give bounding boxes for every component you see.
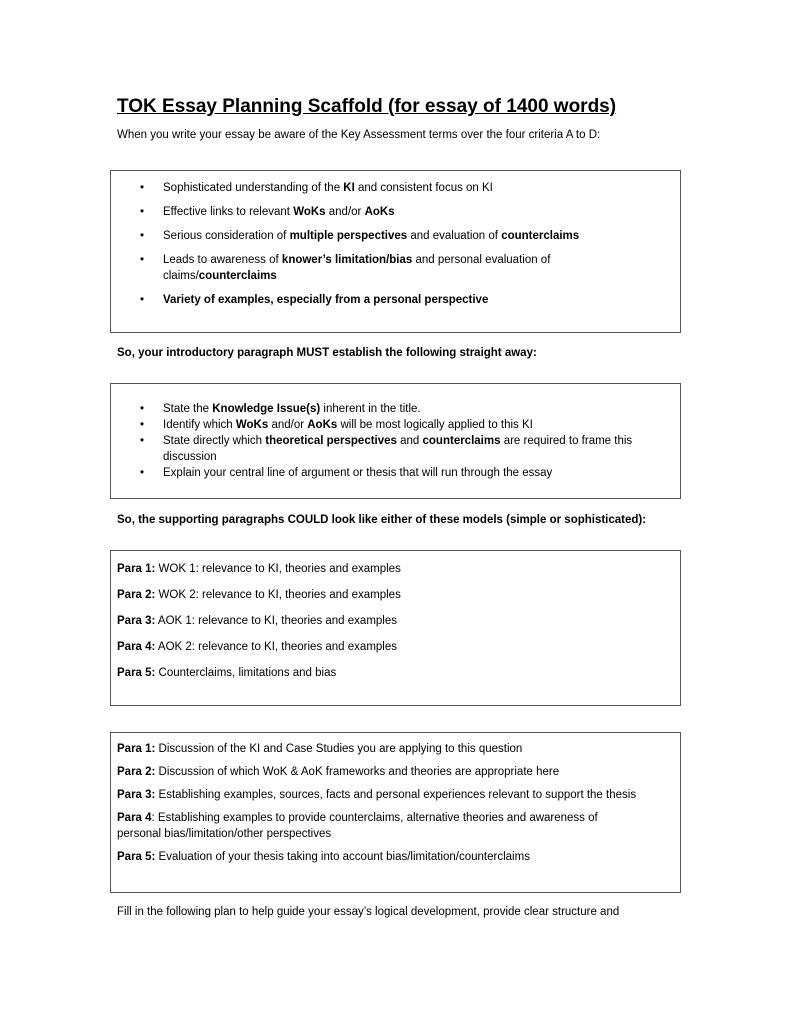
bullet-text-segment: State the — [163, 403, 213, 415]
bullet-text-segment: counterclaims — [198, 270, 277, 282]
bullet-text-segment: Leads to awareness of — [163, 254, 282, 266]
bullet-text-segment: theoretical perspectives — [265, 435, 397, 447]
intro-text: When you write your essay be aware of the Key Assessment terms over the four criteria A to D: — [117, 129, 601, 141]
simple-model-list — [111, 561, 680, 681]
model-paragraph — [111, 639, 680, 655]
paragraph-label: Para 2: — [117, 589, 156, 601]
bullet-text-segment: are required to frame this discussion — [163, 435, 633, 463]
paragraph-text: Evaluation of your thesis taking into account bias/limitation/counterclaims — [155, 851, 530, 863]
bullet-text-segment: State directly which — [163, 435, 266, 447]
model-paragraph — [111, 764, 680, 780]
bullet-item — [111, 433, 680, 465]
paragraph-label: Para 2: — [117, 766, 156, 778]
bullet-item — [111, 401, 680, 417]
paragraph-text: Counterclaims, limitations and bias — [155, 667, 337, 679]
bullet-text-segment: Knowledge Issue(s) — [212, 403, 321, 415]
bullet-text-segment: Explain your central line of argument or thesis that will run through the essay — [163, 467, 553, 479]
intro-paragraph-heading: So, your introductory paragraph MUST establish the following straight away: — [117, 347, 537, 359]
criteria-box — [110, 170, 681, 333]
bullet-text-segment: AoKs — [307, 419, 338, 431]
bullet-text-segment: and — [396, 435, 423, 447]
bullet-text-segment: and/or — [268, 419, 308, 431]
bullet-text-segment: and/or — [325, 206, 365, 218]
bullet-item — [111, 180, 680, 196]
paragraph-label: Para 1: — [117, 563, 156, 575]
paragraph-label: Para 4: — [117, 641, 156, 653]
paragraph-label: Para 5: — [117, 667, 156, 679]
paragraph-label: Para 3: — [117, 789, 156, 801]
bullet-text-segment: and consistent focus on KI — [354, 182, 493, 194]
bullet-item — [111, 465, 680, 481]
bullet-item — [111, 417, 680, 433]
paragraph-text: Establishing examples, sources, facts and personal experiences relevant to support the thesis — [155, 789, 637, 801]
paragraph-text: Discussion of the KI and Case Studies you are applying to this question — [155, 743, 523, 755]
model-paragraph — [111, 849, 680, 865]
paragraph-text: : Establishing examples to provide counterclaims, alternative theories and awareness of personal bias/limitation/other perspectives — [117, 812, 598, 840]
model-paragraph — [111, 613, 680, 629]
bullet-text-segment: will be most logically applied to this KI — [337, 419, 533, 431]
sophisticated-model-list — [111, 741, 680, 865]
bullet-text-segment: counterclaims — [422, 435, 501, 447]
paragraph-text: AOK 1: relevance to KI, theories and examples — [155, 615, 397, 627]
bullet-text-segment: Variety of examples, especially from a personal perspective — [163, 294, 489, 306]
bullet-text-segment: Sophisticated understanding of the — [163, 182, 344, 194]
paragraph-label: Para 1: — [117, 743, 156, 755]
bullet-text-segment: Identify which — [163, 419, 236, 431]
criteria-list — [111, 180, 680, 308]
paragraph-label: Para 3: — [117, 615, 156, 627]
paragraph-text: AOK 2: relevance to KI, theories and examples — [155, 641, 397, 653]
bullet-item — [111, 292, 680, 308]
page-title: TOK Essay Planning Scaffold (for essay of 1400 words) — [117, 96, 617, 117]
sophisticated-model-box — [110, 732, 681, 893]
bullet-item — [111, 204, 680, 220]
paragraph-label: Para 4 — [117, 812, 152, 824]
bullet-item — [111, 228, 680, 244]
model-paragraph — [111, 665, 680, 681]
paragraph-text: Discussion of which WoK & AoK frameworks and theories are appropriate here — [155, 766, 560, 778]
bullet-text-segment: counterclaims — [501, 230, 580, 242]
bullet-text-segment: KI — [343, 182, 355, 194]
bullet-text-segment: AoKs — [364, 206, 395, 218]
model-paragraph — [111, 587, 680, 603]
bullet-text-segment: Serious consideration of — [163, 230, 290, 242]
bullet-text-segment: WoKs — [235, 419, 269, 431]
bullet-text-segment: and personal evaluation of claims/ — [163, 254, 551, 282]
bullet-text-segment: multiple perspectives — [289, 230, 408, 242]
model-paragraph — [111, 787, 680, 803]
model-paragraph — [111, 561, 680, 577]
paragraph-text: WOK 1: relevance to KI, theories and examples — [155, 563, 401, 575]
closing-text: Fill in the following plan to help guide your essay’s logical development, provide clear structure and — [117, 906, 620, 918]
models-heading: So, the supporting paragraphs COULD look like either of these models (simple or sophisticated): — [117, 514, 647, 526]
paragraph-label: Para 5: — [117, 851, 156, 863]
simple-model-box — [110, 550, 681, 706]
paragraph-text: WOK 2: relevance to KI, theories and examples — [155, 589, 401, 601]
model-paragraph — [111, 810, 680, 842]
bullet-text-segment: inherent in the title. — [320, 403, 421, 415]
bullet-text-segment: WoKs — [293, 206, 326, 218]
bullet-text-segment: Effective links to relevant — [163, 206, 294, 218]
bullet-item — [111, 252, 680, 284]
intro-requirements-box — [110, 383, 681, 499]
bullet-text-segment: and evaluation of — [407, 230, 502, 242]
bullet-text-segment: knower’s limitation/bias — [281, 254, 413, 266]
intro-requirements-list — [111, 401, 680, 481]
model-paragraph — [111, 741, 680, 757]
